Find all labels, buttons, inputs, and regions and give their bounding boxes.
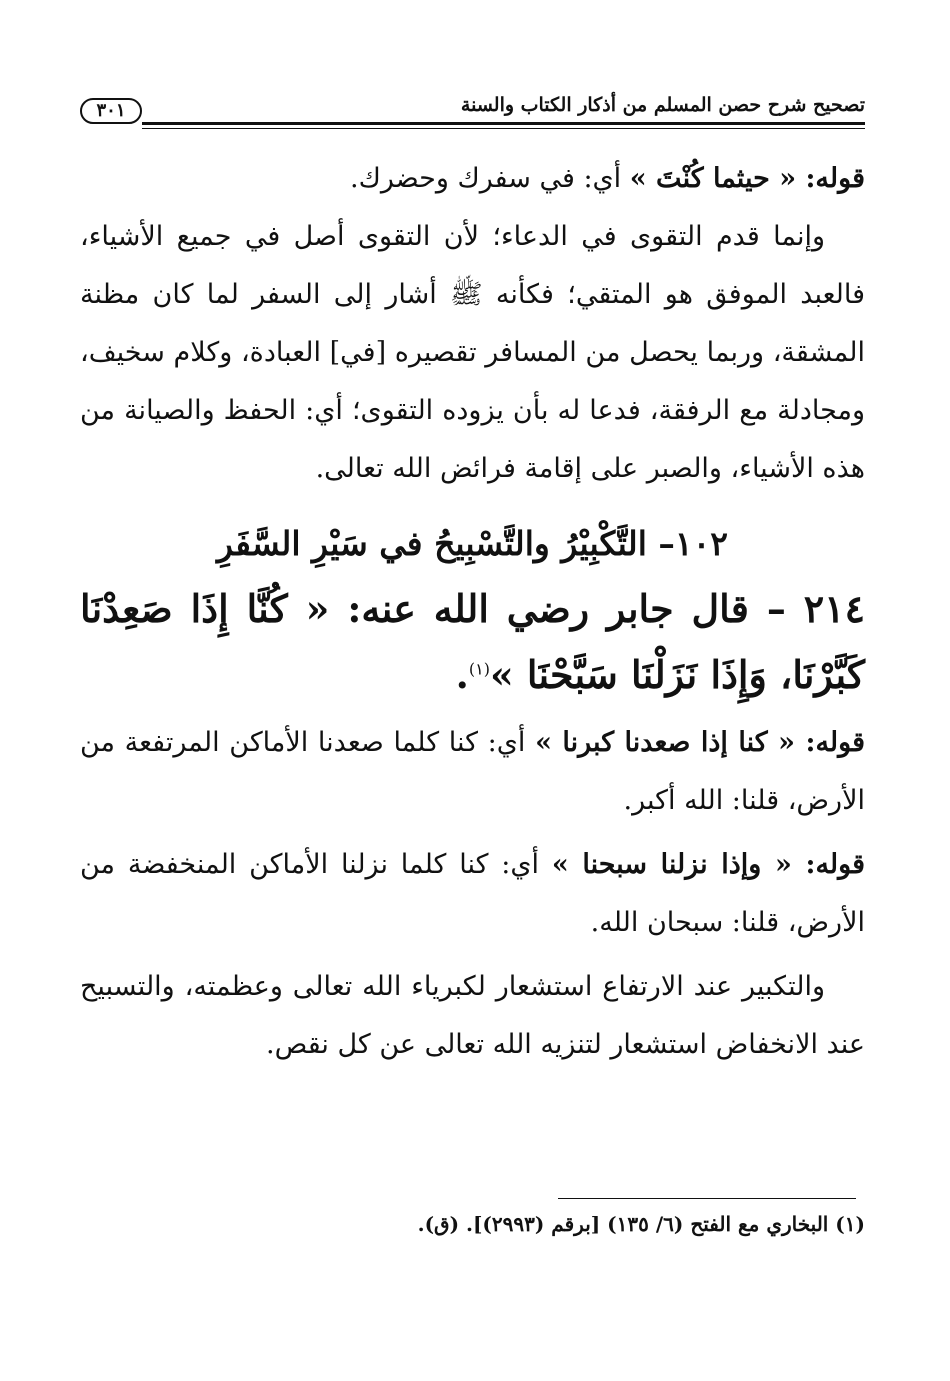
quote-lead: قوله: « وإذا نزلنا سبحنا » bbox=[551, 849, 865, 880]
paragraph-text: أي: كنا كلما صعدنا الأماكن المرتفعة من الأرض، قلنا: الله أكبر. bbox=[80, 727, 865, 816]
running-title: تصحيح شرح حصن المسلم من أذكار الكتاب والسنة bbox=[460, 94, 865, 116]
header-rule-thin bbox=[142, 128, 865, 129]
paragraph-explanation-1 bbox=[80, 714, 865, 830]
hadith-text: ٢١٤ – قال جابر رضي الله عنه: « كُنَّا إِذَا صَعِدْنَا كَبَّرْنَا، وَإِذَا نَزَلْنَا سَبَّحْنَا »$^{(١)}$. bbox=[80, 586, 865, 697]
section-heading: ١٠٢– التَّكْبِيْرُ والتَّسْبِيحُ في سَيْرِ السَّفَرِ bbox=[216, 524, 729, 563]
footnote-separator bbox=[558, 1198, 856, 1199]
page-header bbox=[80, 86, 865, 136]
paragraph-explanation-3: والتكبير عند الارتفاع استشعار لكبرياء الله تعالى وعظمته، والتسبيح عند الانخفاض استشعار لتنزيه الله تعالى عن كل نقص. bbox=[80, 971, 865, 1060]
hadith-body: ٢١٤ – قال جابر رضي الله عنه: « كُنَّا إِذَا صَعِدْنَا كَبَّرْنَا، وَإِذَا نَزَلْنَا سَبَّحْنَا » bbox=[80, 586, 865, 697]
paragraph-text: أي: كنا كلما نزلنا الأماكن المنخفضة من الأرض، قلنا: سبحان الله. bbox=[80, 849, 865, 938]
paragraph-explanation-2 bbox=[80, 836, 865, 952]
paragraph-taqwa: وإنما قدم التقوى في الدعاء؛ لأن التقوى أصل في جميع الأشياء، فالعبد الموفق هو المتقي؛ فكأنه ﷺ أشار إلى السفر لما كان مظنة المشقة، وربما يحصل من المسافر تقصيره [في] العبادة، وكلام سخيف، ومجادلة مع الرفقة، فدعا له بأن يزوده التقوى؛ أي: الحفظ والصيانة من هذه الأشياء، والصبر على إقامة فرائض الله تعالى. bbox=[80, 221, 865, 484]
quote-lead: قوله: « حيثما كُنْتَ » bbox=[629, 163, 865, 194]
paragraph-text: أي: في سفرك وحضرك. bbox=[349, 163, 630, 194]
page-body bbox=[80, 150, 865, 1074]
footnote: (١) البخاري مع الفتح (٦/ ١٣٥) [برقم (٢٩٩٣)]. (ق). bbox=[417, 1212, 865, 1236]
page-number-badge bbox=[80, 98, 150, 126]
header-rule-thick bbox=[142, 122, 865, 125]
quote-lead: قوله: « كنا إذا صعدنا كبرنا » bbox=[535, 727, 866, 758]
page-number: ٣٠١ bbox=[96, 100, 126, 121]
footnote-marker: (١) bbox=[468, 659, 490, 679]
paragraph-explanation-hayth bbox=[80, 150, 865, 208]
